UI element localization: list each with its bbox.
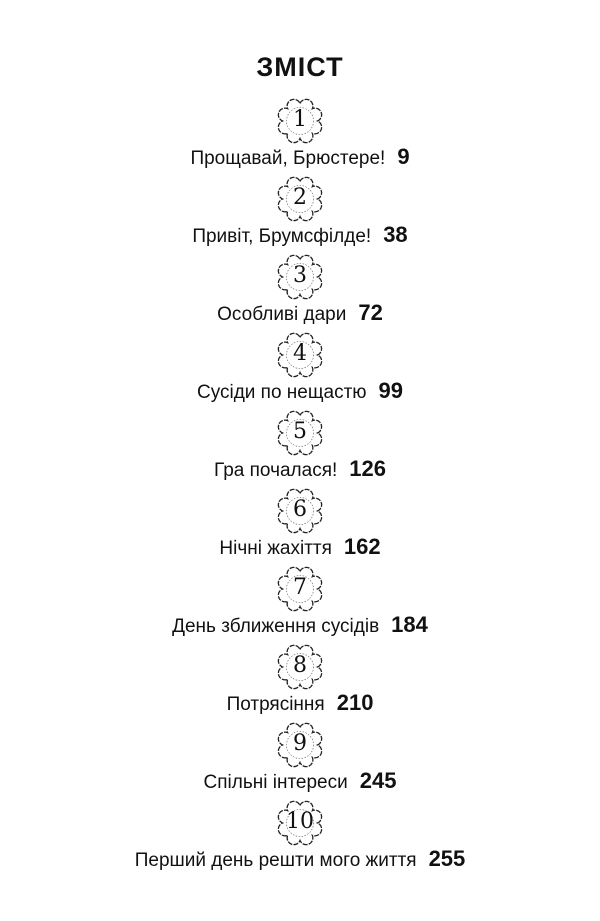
chapter-title: Потрясіння [226, 694, 325, 715]
chapter-title: Особливі дари [217, 304, 347, 325]
toc-line [0, 612, 600, 638]
chapter-badge [275, 720, 325, 770]
toc-entry-4 [0, 332, 600, 410]
page-number: 38 [383, 222, 408, 247]
chapter-title: Привіт, Брумсфілде! [192, 226, 372, 247]
toc-entry-6 [0, 488, 600, 566]
chapter-number: 1 [293, 107, 307, 132]
page-number: 126 [349, 456, 386, 481]
toc-line [0, 534, 600, 560]
chapter-badge [275, 798, 325, 848]
chapter-badge [275, 330, 325, 380]
page-number: 72 [358, 300, 383, 325]
chapter-badge [275, 408, 325, 458]
toc-entry-3 [0, 254, 600, 332]
chapter-title: Сусіди по нещастю [196, 382, 367, 403]
toc-line [0, 768, 600, 794]
page-number: 184 [391, 612, 428, 637]
chapter-title: Гра почалася! [214, 460, 338, 481]
page-number: 245 [359, 768, 397, 793]
chapter-number: 6 [293, 497, 307, 522]
chapter-title: Нічні жахіття [219, 538, 332, 559]
toc-line [0, 690, 600, 716]
chapter-number: 8 [293, 653, 307, 678]
page-number: 255 [428, 846, 466, 871]
chapter-badge [275, 252, 325, 302]
page-number: 162 [343, 534, 381, 559]
chapter-badge [275, 486, 325, 536]
chapter-number: 7 [293, 575, 307, 600]
toc-entry-2 [0, 176, 600, 254]
toc-line [0, 846, 600, 872]
chapter-title: Прощавай, Брюстере! [190, 148, 386, 169]
page-number: 210 [336, 690, 374, 715]
chapter-badge [275, 96, 325, 146]
chapter-badge [275, 174, 325, 224]
toc-entry-10 [0, 800, 600, 878]
toc-line [0, 144, 600, 170]
toc-line [0, 456, 600, 482]
toc-entry-7 [0, 566, 600, 644]
chapter-number: 9 [293, 731, 307, 756]
toc-entry-5 [0, 410, 600, 488]
chapter-number: 5 [293, 419, 307, 444]
toc-line [0, 300, 600, 326]
page-title: ЗМІСТ [256, 52, 344, 82]
toc-entry-9 [0, 722, 600, 800]
chapter-number: 3 [293, 263, 307, 288]
toc-entry-1 [0, 98, 600, 176]
chapter-number: 4 [293, 341, 307, 366]
chapter-title: Спільні інтереси [203, 772, 348, 793]
chapter-title: День зближення сусідів [172, 616, 380, 637]
toc-line [0, 378, 600, 404]
chapter-title: Перший день решти мого життя [134, 850, 417, 871]
page-number: 99 [378, 378, 404, 403]
chapter-badge [275, 642, 325, 692]
toc-line [0, 222, 600, 248]
page-number: 9 [397, 144, 410, 169]
chapter-number: 2 [293, 185, 307, 210]
toc-entry-8 [0, 644, 600, 722]
chapter-number: 10 [286, 809, 314, 834]
chapter-badge [275, 564, 325, 614]
